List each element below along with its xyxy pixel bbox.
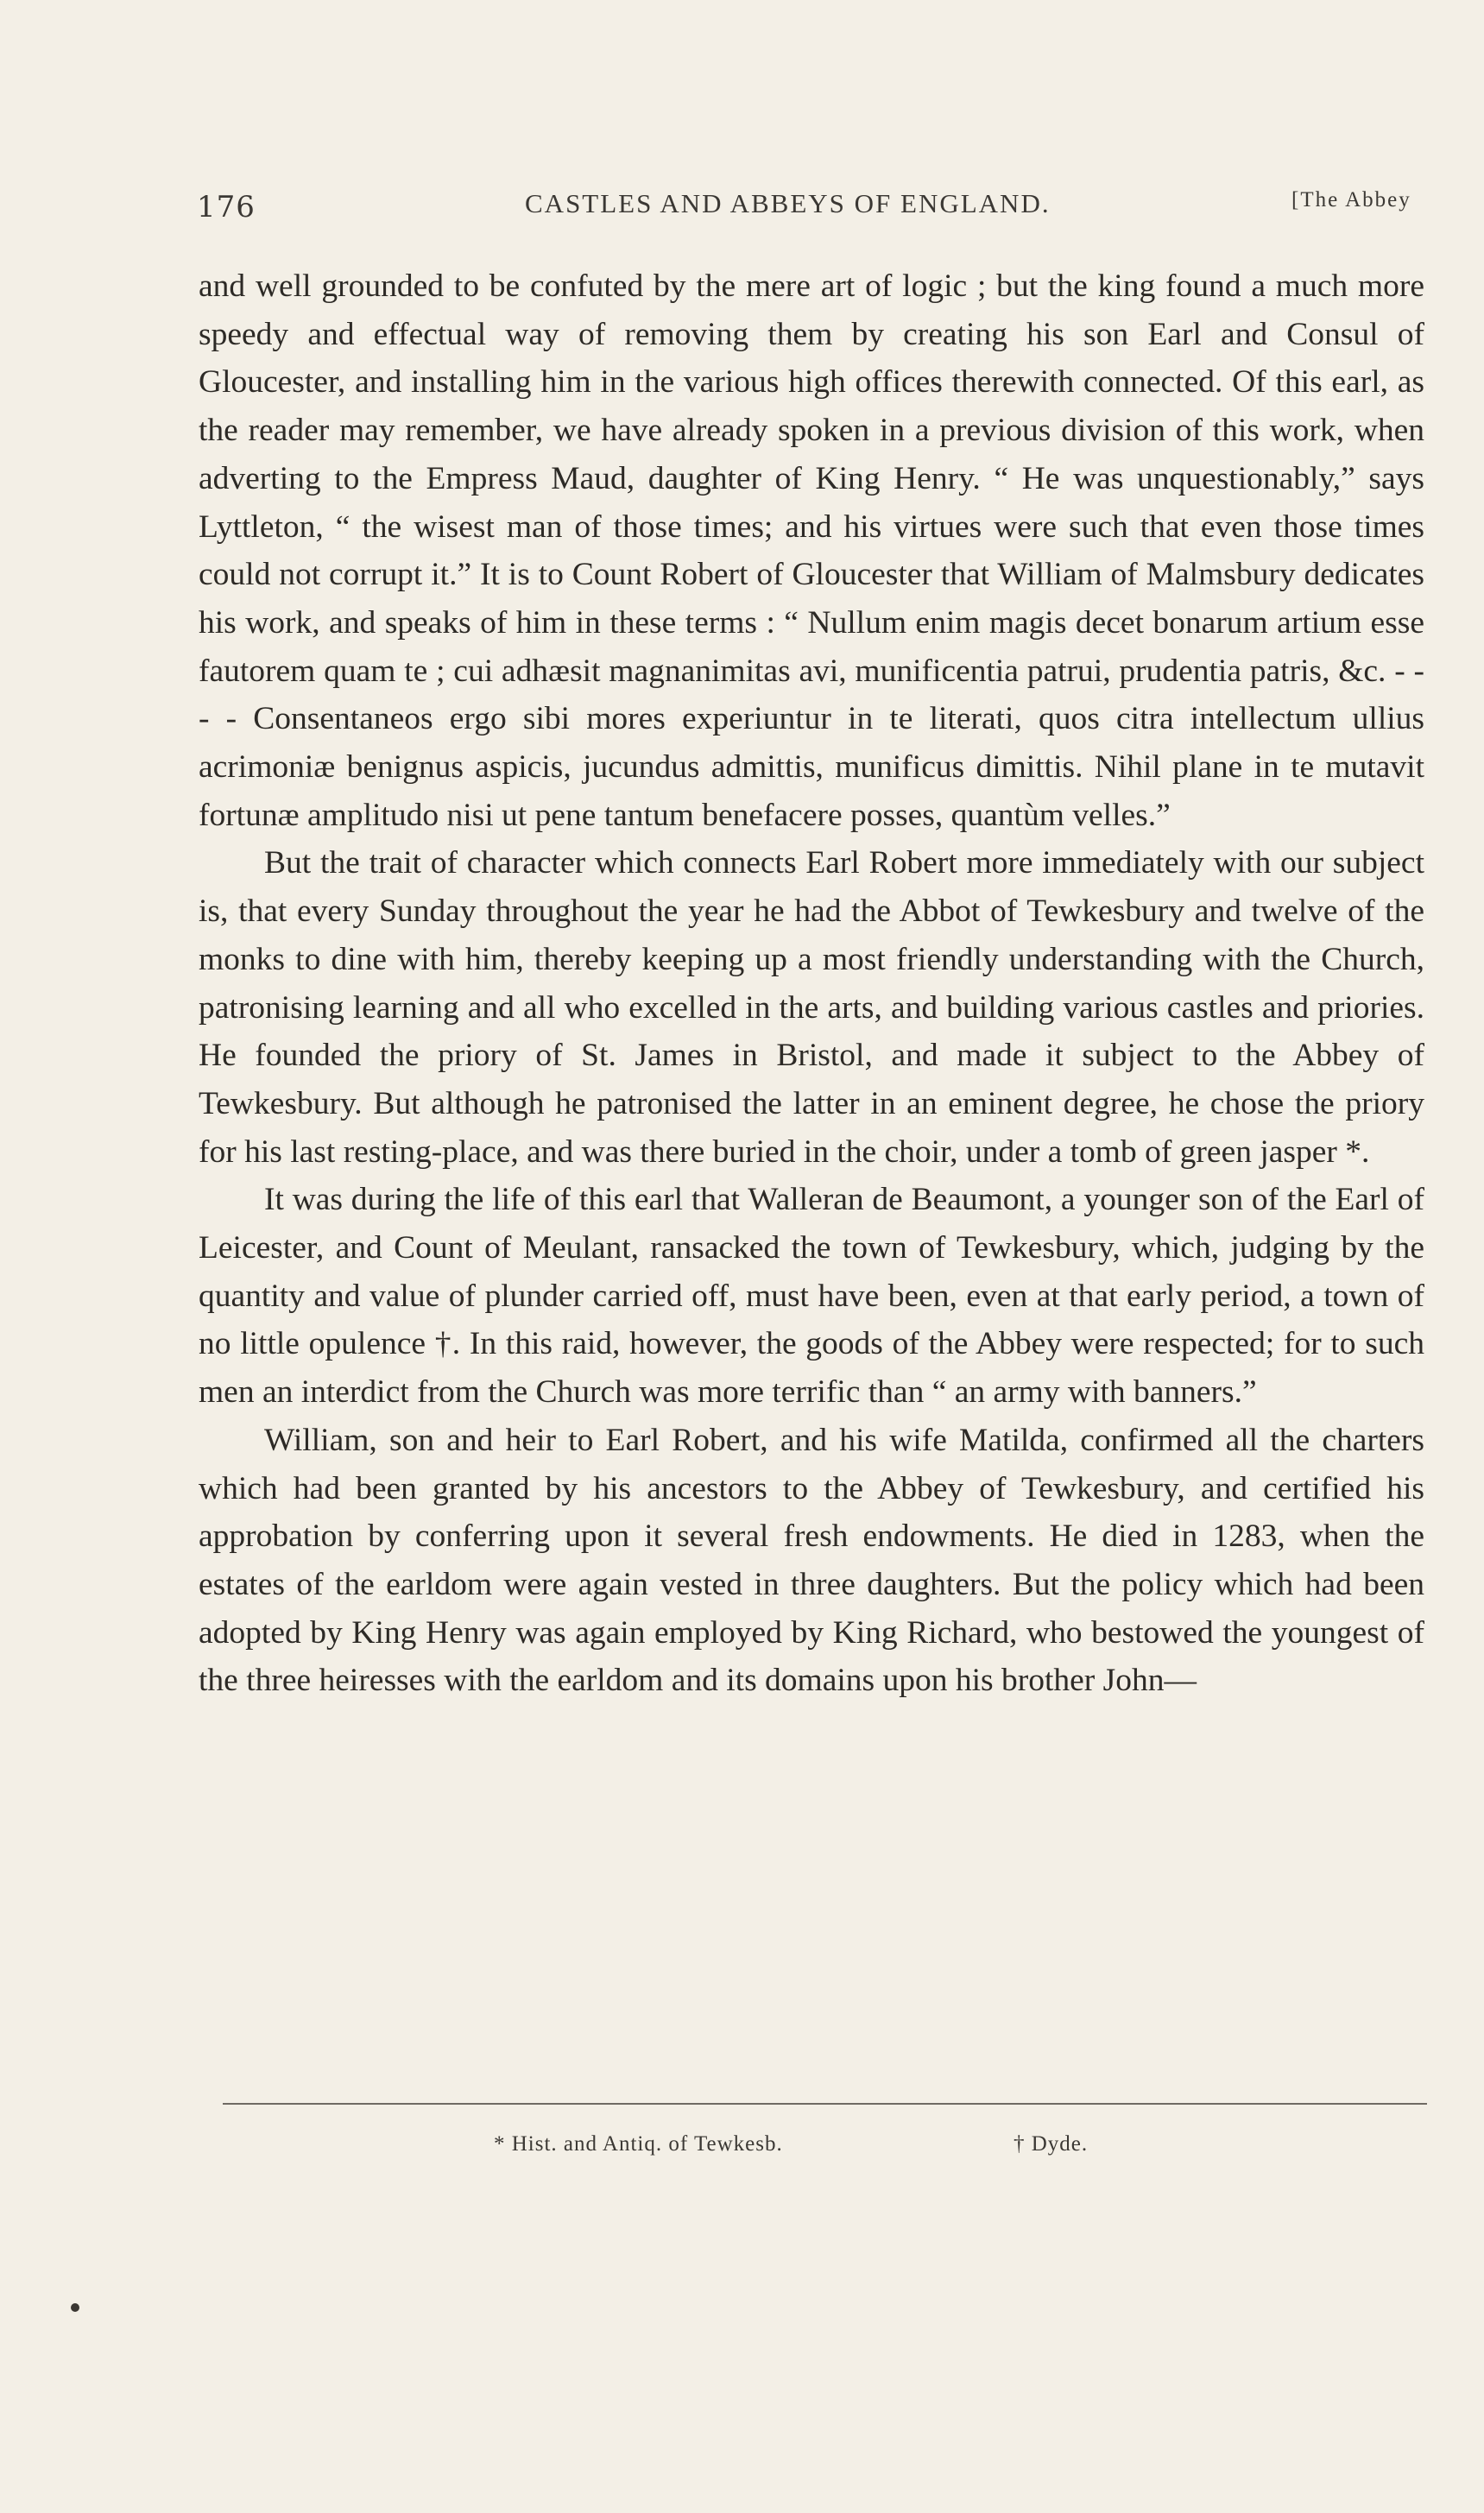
body-text	[199, 262, 1424, 1705]
footnote-1: * Hist. and Antiq. of Tewkesb.	[494, 2132, 783, 2156]
running-title: CASTLES AND ABBEYS OF ENGLAND.	[525, 188, 1051, 218]
paragraph-2: But the trait of character which connects Earl Robert more immediately with our subject is, that every Sunday throughout the year he had the Abbot of Tewkesbury and twelve of the monks to dine with him, thereby keeping up a most friendly understanding with the Church, patronising learning and all who excelled in the arts, and building various castles and priories. He founded the priory of St. James in Bristol, and made it subject to the Abbey of Tewkesbury. But although he patronised the latter in an eminent degree, he chose the priory for his last resting-place, and was there buried in the choir, under a tomb of green jasper *.	[199, 845, 1424, 1170]
paragraph-1: and well grounded to be confuted by the mere art of logic ; but the king found a much more speedy and effectual way of removing them by creating his son Earl and Consul of Gloucester, and installing him in the various high offices therewith connected. Of this earl, as the reader may remember, we have already spoken in a previous division of this work, when adverting to the Empress Maud, daughter of King Henry. “ He was unquestionably,” says Lyttleton, “ the wisest man of those times; and his virtues were such that even those times could not corrupt it.” It is to Count Robert of Gloucester that William of Malmsbury dedicates his work, and speaks of him in these terms : “ Nullum enim magis decet bonarum artium esse fautorem quam te ; cui adhæsit magnanimitas avi, munificentia patrui, prudentia patris, &c. - - - - Consentaneos ergo sibi mores experiuntur in te literati, quos citra intellectum ullius acrimoniæ benignus aspicis, jucundus admittis, munificus dimittis. Nihil plane in te mutavit fortunæ amplitudo nisi ut pene tantum benefacere posses, quantùm velles.”	[199, 268, 1424, 833]
paragraph-4: William, son and heir to Earl Robert, and his wife Matilda, confirmed all the charters which had been granted by his ancestors to the Abbey of Tewkesbury, and certified his approbation by conferring upon it several fresh endowments. He died in 1283, when the estates of the earldom were again vested in three daughters. But the policy which had been adopted by King Henry was again employed by King Richard, who bestowed the youngest of the three heiresses with the earldom and its domains upon his brother John—	[199, 1422, 1424, 1699]
footnote-2: † Dyde.	[1014, 2132, 1089, 2156]
paragraph-3: It was during the life of this earl that Walleran de Beaumont, a younger son of the Earl of Leicester, and Count of Meulant, ransacked the town of Tewkesbury, which, judging by the quantity and value of plunder carried off, must have been, even at that early period, a town of no little opulence †. In this raid, however, the goods of the Abbey were respected; for to such men an interdict from the Church was more terrific than “ an army with banners.”	[199, 1182, 1424, 1411]
footnotes	[494, 2132, 1150, 2167]
ink-speck	[71, 2303, 79, 2312]
page-number: 176	[197, 190, 256, 224]
running-head	[197, 183, 1431, 235]
footnote-divider	[223, 2103, 1427, 2105]
running-section: [The Abbey	[1291, 188, 1411, 212]
